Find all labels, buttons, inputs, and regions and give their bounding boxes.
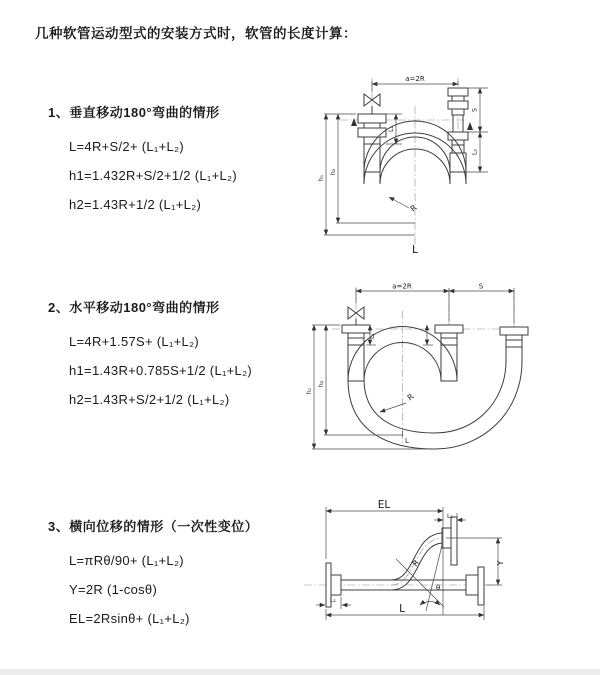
angle-construction — [396, 545, 444, 611]
section-lateral-displacement — [36, 516, 258, 633]
section3-formula-EL: EL=2Rsinθ+ (L₁+L₂) — [69, 611, 190, 626]
section-vertical-movement — [36, 102, 237, 219]
dimension-l1 — [386, 114, 402, 144]
section3-formula-L: L=πRθ/90+ (L₁+L₂) — [69, 553, 184, 568]
right-fitting-flange — [500, 327, 528, 361]
radius-label: R — [410, 558, 422, 569]
centerlines — [340, 78, 464, 252]
section1-formula-L: L=4R+S/2+ (L₁+L₂) — [69, 139, 184, 154]
section2-heading: 2、水平移动180°弯曲的情形 — [48, 300, 220, 315]
angle-label: θ — [436, 584, 441, 592]
right-fitting-flange — [466, 567, 484, 605]
dimension-s — [449, 283, 514, 324]
dim-label-el: EL — [377, 499, 391, 511]
dimension-el — [326, 499, 443, 615]
section2-formula-h2: h2=1.43R+S/2+1/2 (L₁+L₂) — [69, 392, 230, 407]
dim-label-a2r: a=2R — [392, 282, 412, 291]
length-label: L — [412, 244, 418, 256]
dimension-h1 — [306, 325, 436, 449]
section1-heading: 1、垂直移动180°弯曲的情形 — [48, 105, 220, 120]
dim-label-a2r: a=2R — [405, 75, 425, 83]
dim-label-y: Y — [496, 560, 505, 566]
section2-formula-h1: h1=1.43R+0.785S+1/2 (L₁+L₂) — [69, 363, 253, 378]
diagram-vertical-180-bend — [312, 70, 584, 258]
section3-formula-Y: Y=2R (1-cosθ) — [69, 582, 158, 597]
left-fitting-flange — [358, 114, 386, 172]
dimension-l2 — [434, 513, 466, 520]
dim-label-h2: h₂ — [330, 168, 337, 176]
dimension-l1 — [316, 597, 351, 609]
length-label: L — [405, 437, 409, 445]
dim-label-s: S — [471, 108, 479, 112]
section-horizontal-movement — [36, 297, 252, 414]
dim-label-h1: h₁ — [318, 174, 325, 182]
dim-label-h2: h₂ — [318, 380, 325, 388]
section1-formula-h2: h2=1.43R+1/2 (L₁+L₂) — [69, 197, 202, 212]
page-bottom-edge — [0, 669, 600, 675]
radius-leader — [389, 197, 419, 214]
section3-heading: 3、横向位移的情形（一次性变位） — [48, 519, 259, 534]
radius-label: R — [408, 203, 419, 214]
diagram-lateral-displacement — [296, 499, 600, 657]
section1-formula-h1: h1=1.432R+S/2+1/2 (L₁+L₂) — [69, 168, 237, 183]
dim-label-h1: h₁ — [306, 387, 313, 395]
dim-label-l: L — [399, 603, 405, 615]
upper-fitting-flange — [442, 517, 457, 565]
dim-label-l2: L₂ — [446, 513, 454, 520]
page-title: 几种软管运动型式的安装方式时，软管的长度计算： — [35, 26, 357, 41]
diagram-horizontal-180-bend — [306, 281, 595, 467]
dimension-l — [326, 603, 484, 620]
dim-label-l1: L₁ — [388, 125, 395, 133]
dim-label-s: S — [478, 282, 484, 291]
radius-label: R — [405, 392, 416, 403]
dim-label-l2: L₂ — [471, 148, 479, 156]
dimension-a2r — [372, 75, 458, 92]
section2-formula-L: L=4R+1.57S+ (L₁+L₂) — [69, 334, 200, 349]
dim-label-l1: L₁ — [369, 332, 376, 340]
dim-label-l1: L₁ — [329, 597, 337, 604]
dimension-l2 — [466, 132, 488, 172]
radius-leader — [380, 392, 416, 412]
